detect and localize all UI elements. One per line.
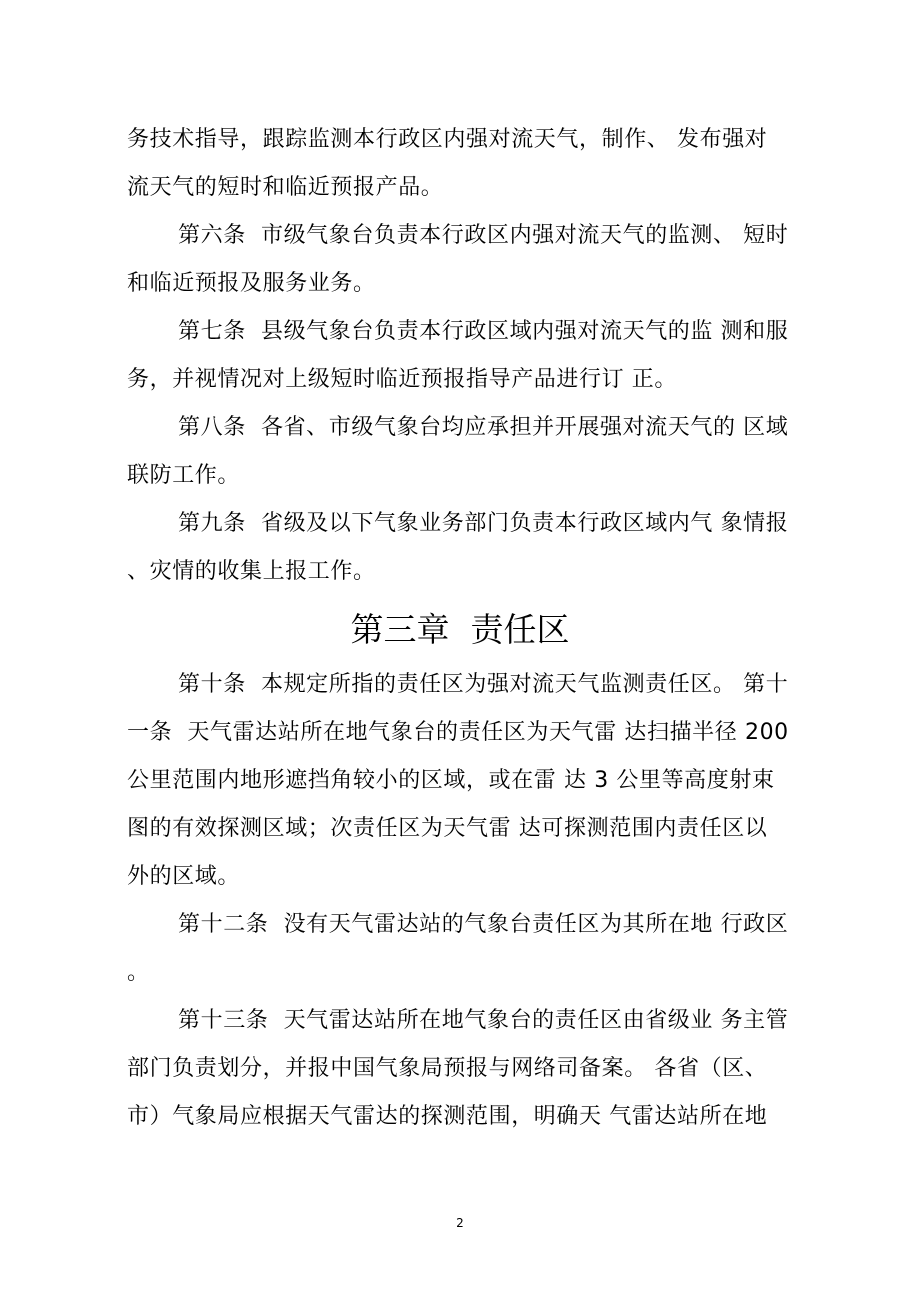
text-line: 公里范围内地形遮挡角较小的区域，或在雷 达 3 公里等高度射束 xyxy=(127,768,775,793)
text-line: 务技术指导，跟踪监测本行政区内强对流天气，制作、 发布强对 xyxy=(127,127,768,152)
chapter-title: 第三章 责任区 xyxy=(350,610,570,649)
text-line: 外的区域。 xyxy=(127,864,241,889)
text-line: 一条 天气雷达站所在地气象台的责任区为天气雷 达扫描半径 200 xyxy=(127,720,789,745)
text-line: 市）气象局应根据天气雷达的探测范围，明确天 气雷达站所在地 xyxy=(127,1104,768,1129)
text-line: 联防工作。 xyxy=(127,463,241,488)
text-line: 第七条 县级气象台负责本行政区域内强对流天气的监 测和服 xyxy=(178,319,789,344)
text-line: 第十二条 没有天气雷达站的气象台责任区为其所在地 行政区 xyxy=(178,912,789,937)
text-line: 第六条 市级气象台负责本行政区内强对流天气的监测、 短时 xyxy=(178,223,789,248)
text-line: 流天气的短时和临近预报产品。 xyxy=(127,175,444,200)
text-line: 第九条 省级及以下气象业务部门负责本行政区域内气 象情报 xyxy=(178,511,789,536)
text-line: 、灾情的收集上报工作。 xyxy=(127,559,376,584)
text-line: 和临近预报及服务业务。 xyxy=(127,271,376,296)
text-line: 。 xyxy=(127,960,150,985)
text-line: 图的有效探测区域；次责任区为天气雷 达可探测范围内责任区以 xyxy=(127,816,768,841)
text-line: 第十三条 天气雷达站所在地气象台的责任区由省级业 务主管 xyxy=(178,1008,789,1033)
text-line: 第八条 各省、市级气象台均应承担并开展强对流天气的 区域 xyxy=(178,415,789,440)
page-number: 2 xyxy=(456,1216,464,1230)
text-line: 部门负责划分，并报中国气象局预报与网络司备案。 各省（区、 xyxy=(127,1056,768,1081)
text-line: 第十条 本规定所指的责任区为强对流天气监测责任区。 第十 xyxy=(178,672,789,697)
text-line: 务，并视情况对上级短时临近预报指导产品进行订 正。 xyxy=(127,367,677,392)
